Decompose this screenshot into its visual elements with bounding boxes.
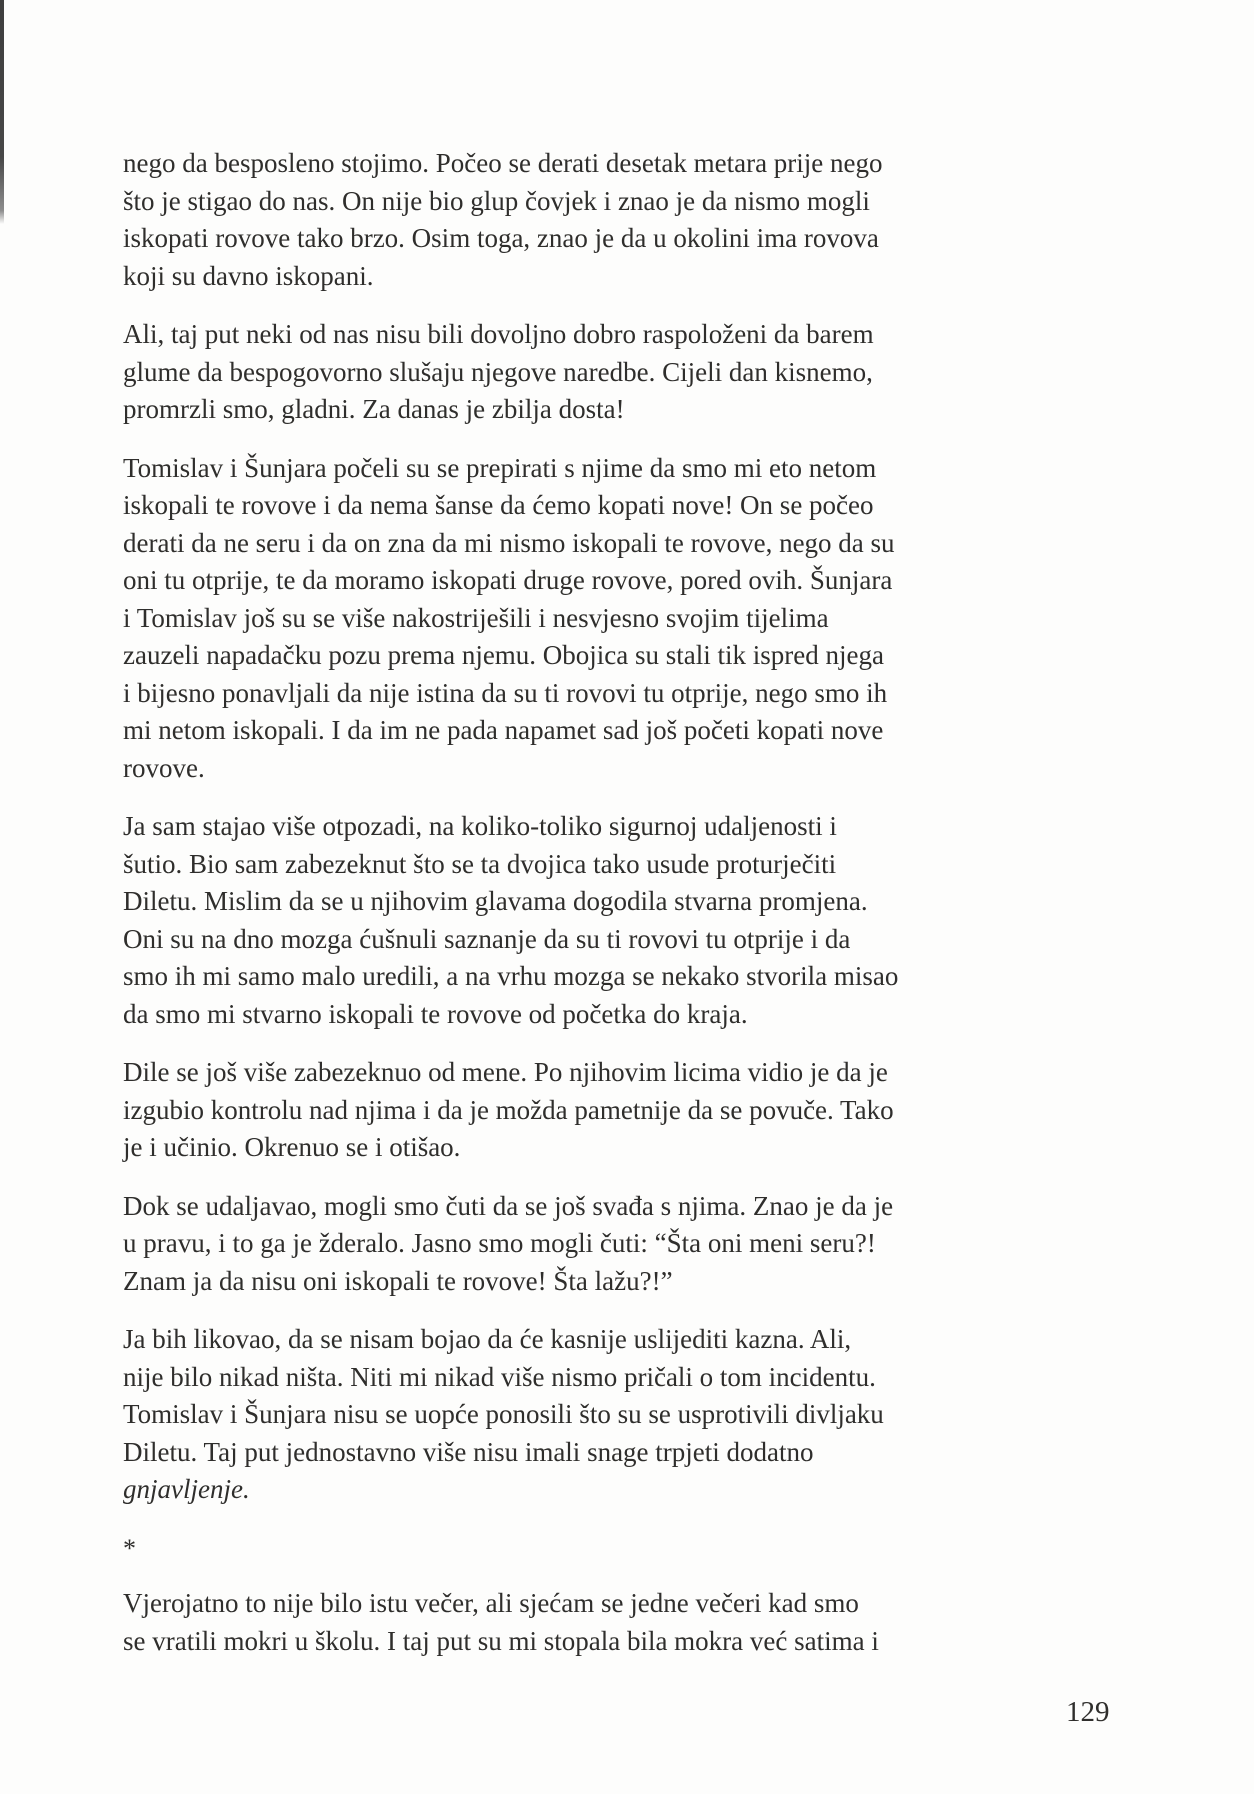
text-line: što je stigao do nas. On nije bio glup čovjek i znao je da nismo mogli xyxy=(123,185,870,216)
paragraph xyxy=(123,1054,1103,1167)
text-line: je i učinio. Okrenuo se i otišao. xyxy=(123,1132,461,1162)
page-text xyxy=(123,145,1103,1681)
scan-edge-artifact xyxy=(0,0,4,224)
text-line: zauzeli napadačku pozu prema njemu. Obojica su stali tik ispred njega xyxy=(123,640,884,670)
text-line: koji su davno iskopani. xyxy=(123,260,374,291)
text-line: promrzli smo, gladni. Za danas je zbilja dosta! xyxy=(123,394,625,424)
text-line: u pravu, i to ga je žderalo. Jasno smo mogli čuti: “Šta oni meni seru?! xyxy=(123,1228,876,1258)
text-line: iskopati rovove tako brzo. Osim toga, znao je da u okolini ima rovova xyxy=(123,223,879,253)
paragraph xyxy=(123,145,1103,295)
text-line: šutio. Bio sam zabezeknut što se ta dvojica tako usude proturječiti xyxy=(123,848,837,879)
section-separator: * xyxy=(123,1533,136,1563)
text-line: Vjerojatno to nije bilo istu večer, ali sjećam se jedne večeri kad smo xyxy=(123,1588,859,1618)
text-line: Diletu. Taj put jednostavno više nisu imali snage trpjeti dodatno xyxy=(123,1436,814,1467)
text-line: Znam ja da nisu oni iskopali te rovove! Šta lažu?!” xyxy=(123,1265,673,1296)
text-line: se vratili mokri u školu. I taj put su mi stopala bila mokra već satima i xyxy=(123,1625,879,1656)
text-line: Dile se još više zabezeknuo od mene. Po njihovim licima vidio je da je xyxy=(123,1057,888,1087)
text-line: iskopali te rovove i da nema šanse da ćemo kopati nove! On se počeo xyxy=(123,490,874,520)
paragraph xyxy=(123,1188,1103,1301)
text-line: Ja sam stajao više otpozadi, na koliko-toliko sigurnoj udaljenosti i xyxy=(123,811,837,841)
text-line: gnjavljenje. xyxy=(123,1474,250,1504)
paragraph xyxy=(123,1321,1103,1509)
text-line: da smo mi stvarno iskopali te rovove od početka do kraja. xyxy=(123,998,748,1029)
text-line: Tomislav i Šunjara počeli su se prepirati s njime da smo mi eto netom xyxy=(123,452,877,483)
text-line: nije bilo nikad ništa. Niti mi nikad više nismo pričali o tom incidentu. xyxy=(123,1361,876,1392)
text-line: nego da besposleno stojimo. Počeo se derati desetak metara prije nego xyxy=(123,148,883,178)
paragraph xyxy=(123,808,1103,1033)
text-line: rovove. xyxy=(123,752,205,783)
text-line: i Tomislav još su se više nakostriješili i nesvjesno svojim tijelima xyxy=(123,602,829,633)
text-line: glume da bespogovorno slušaju njegove naredbe. Cijeli dan kisnemo, xyxy=(123,356,873,387)
text-line: Dok se udaljavao, mogli smo čuti da se još svađa s njima. Znao je da je xyxy=(123,1190,894,1221)
text-line: izgubio kontrolu nad njima i da je možda pametnije da se povuče. Tako xyxy=(123,1094,894,1125)
text-line: Tomislav i Šunjara nisu se uopće ponosili što su se usprotivili divljaku xyxy=(123,1399,884,1429)
text-line: Diletu. Mislim da se u njihovim glavama dogodila stvarna promjena. xyxy=(123,886,868,916)
text-line: oni tu otprije, te da moramo iskopati druge rovove, pored ovih. Šunjara xyxy=(123,565,893,595)
text-line: i bijesno ponavljali da nije istina da su ti rovovi tu otprije, nego smo ih xyxy=(123,677,888,708)
text-line: Ja bih likovao, da se nisam bojao da će kasnije uslijediti kazna. Ali, xyxy=(123,1324,852,1354)
text-line: Oni su na dno mozga ćušnuli saznanje da su ti rovovi tu otprije i da xyxy=(123,923,851,954)
page-number: 129 xyxy=(1066,1696,1110,1728)
text-line: derati da ne seru i da on zna da mi nismo iskopali te rovove, nego da su xyxy=(123,527,895,558)
text-line: mi netom iskopali. I da im ne pada napamet sad još početi kopati nove xyxy=(123,715,884,745)
paragraph xyxy=(123,1585,1103,1660)
text-line: Ali, taj put neki od nas nisu bili dovoljno dobro raspoloženi da barem xyxy=(123,319,874,349)
paragraph xyxy=(123,450,1103,788)
text-line: smo ih mi samo malo uredili, a na vrhu mozga se nekako stvorila misao xyxy=(123,961,899,991)
paragraph xyxy=(123,316,1103,429)
